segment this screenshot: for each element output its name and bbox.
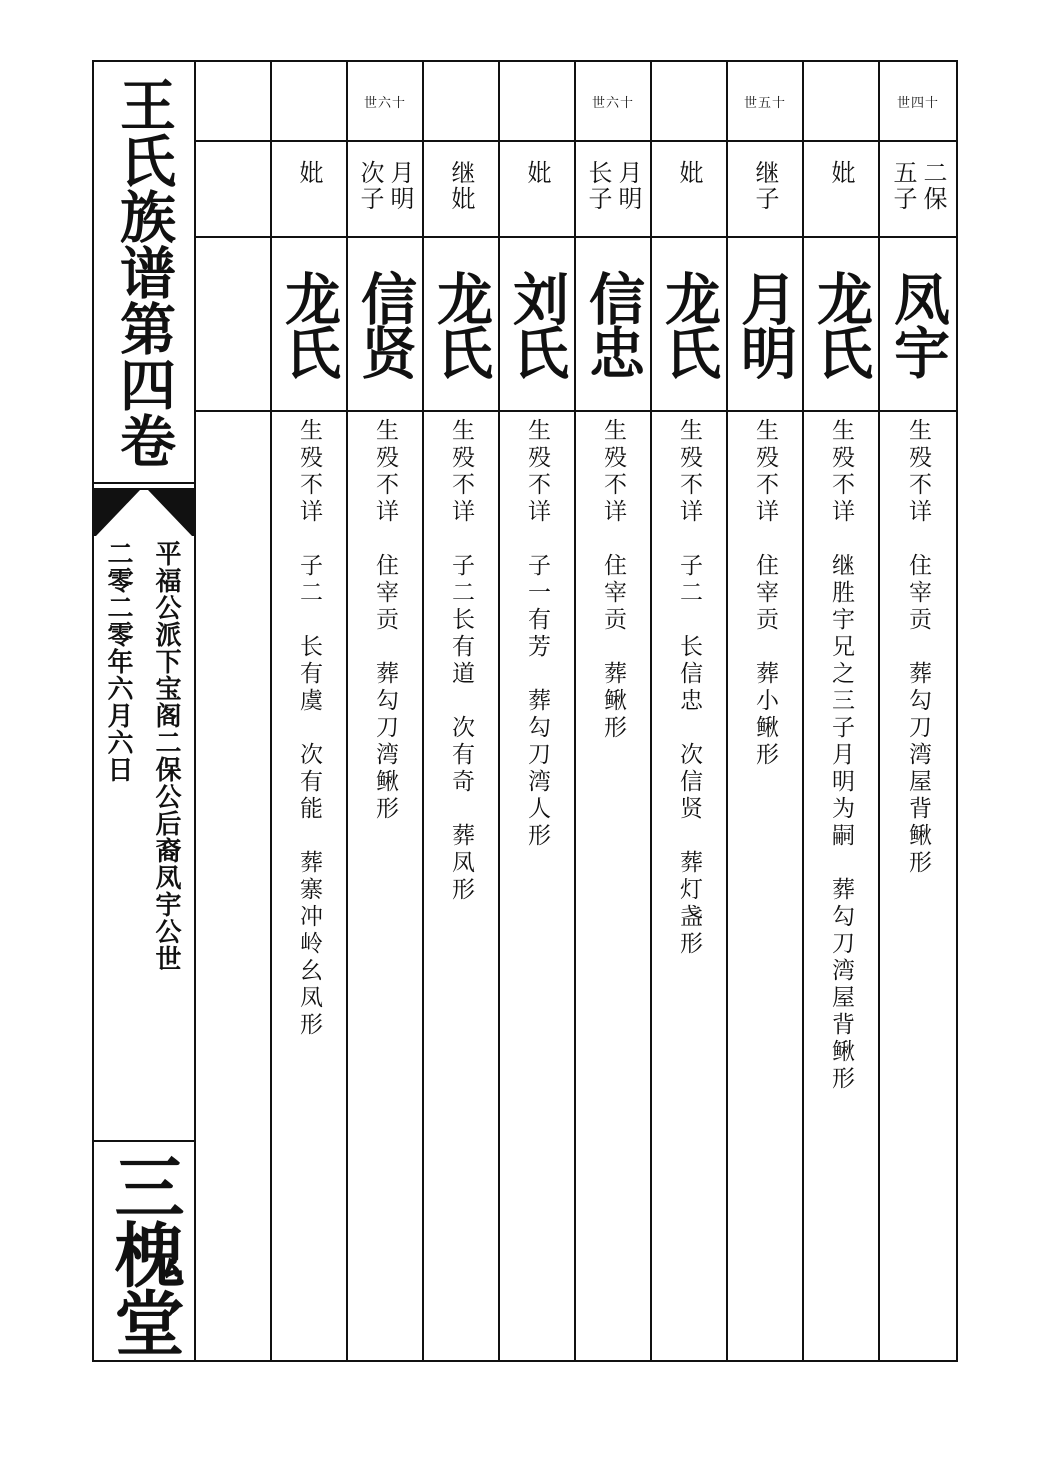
- date-line: 二零二零年六月六日: [103, 540, 133, 783]
- generation-label-cell: [272, 62, 346, 142]
- person-bio: 生殁不详 继胜宇兄之三子月明为嗣 葬勾刀湾屋背鳅形: [828, 418, 854, 1093]
- hall-name: 三槐堂: [103, 1151, 186, 1355]
- person-bio: 生殁不详 子二 长信忠 次信贤 葬灯盏形: [676, 418, 702, 958]
- person-name: 龙氏: [276, 270, 342, 378]
- person-name-cell: [500, 238, 574, 412]
- generation-label-cell: 世五十: [728, 62, 802, 142]
- genealogy-page: [92, 60, 958, 1362]
- person-name-cell: [272, 238, 346, 412]
- entry-column: [880, 62, 956, 1360]
- person-bio: 生殁不详 住宰贡 葬勾刀湾屋背鳅形: [905, 418, 931, 877]
- entry-column: [804, 62, 880, 1360]
- role-label: 继妣: [447, 160, 475, 212]
- person-name: 凤宇: [885, 270, 951, 378]
- person-bio-cell: [348, 412, 422, 1360]
- person-name: 刘氏: [504, 270, 570, 378]
- role-cell: [424, 142, 498, 238]
- generation-label-cell: [500, 62, 574, 142]
- generation-label-cell: [424, 62, 498, 142]
- role-label: 妣: [827, 160, 855, 186]
- entry-column: [348, 62, 424, 1360]
- person-bio: 生殁不详 住宰贡 葬鳅形: [600, 418, 626, 742]
- person-name: 信忠: [580, 270, 646, 378]
- generation-label-cell: [196, 62, 270, 142]
- generation-label-cell: [804, 62, 878, 142]
- entry-column: [728, 62, 804, 1360]
- person-name-cell: [348, 238, 422, 412]
- person-bio-cell: [652, 412, 726, 1360]
- generation-label-cell: [652, 62, 726, 142]
- role-label: 二保 五子: [889, 160, 947, 212]
- person-bio: 生殁不详 住宰贡 葬小鳅形: [752, 418, 778, 769]
- role-cell: [880, 142, 956, 238]
- entry-column: [576, 62, 652, 1360]
- person-bio-cell: [272, 412, 346, 1360]
- person-name-cell: [728, 238, 802, 412]
- person-name: 龙氏: [428, 270, 494, 378]
- person-name-cell: [196, 238, 270, 412]
- person-name: 龙氏: [656, 270, 722, 378]
- person-name: 信贤: [352, 270, 418, 378]
- book-spine: [94, 62, 196, 1360]
- lineage-line: 平福公派下宝阁二保公后裔凤宇公世: [151, 540, 181, 972]
- entry-column: [652, 62, 728, 1360]
- fish-tail-mark: [94, 490, 194, 540]
- person-bio: 生殁不详 住宰贡 葬勾刀湾鳅形: [372, 418, 398, 823]
- person-name-cell: [652, 238, 726, 412]
- hall-divider: [94, 1140, 194, 1142]
- role-label: 妣: [523, 160, 551, 186]
- person-bio-cell: [576, 412, 650, 1360]
- person-name: 龙氏: [808, 270, 874, 378]
- role-cell: [500, 142, 574, 238]
- role-cell: [652, 142, 726, 238]
- person-bio-cell: [804, 412, 878, 1360]
- person-name-cell: [576, 238, 650, 412]
- role-cell: [196, 142, 270, 238]
- role-cell: [804, 142, 878, 238]
- generation-label-cell: 世六十: [348, 62, 422, 142]
- role-label: 月明 次子: [356, 160, 414, 212]
- person-name-cell: [804, 238, 878, 412]
- person-bio: 生殁不详 子二 长有虞 次有能 葬寨冲岭幺凤形: [296, 418, 322, 1039]
- person-name: 月明: [732, 270, 798, 378]
- title-divider: [94, 482, 194, 484]
- generation-label-cell: 世四十: [880, 62, 956, 142]
- role-cell: [728, 142, 802, 238]
- entry-column: [272, 62, 348, 1360]
- person-bio: 生殁不详 子二长有道 次有奇 葬凤形: [448, 418, 474, 904]
- role-label: 妣: [675, 160, 703, 186]
- person-bio-cell: [196, 412, 270, 1360]
- role-cell: [576, 142, 650, 238]
- person-bio: 生殁不详 子一有芳 葬勾刀湾人形: [524, 418, 550, 850]
- role-cell: [272, 142, 346, 238]
- entry-column: [196, 62, 272, 1360]
- person-bio-cell: [500, 412, 574, 1360]
- entry-column: [500, 62, 576, 1360]
- person-bio-cell: [728, 412, 802, 1360]
- person-bio-cell: [880, 412, 956, 1360]
- person-name-cell: [880, 238, 956, 412]
- person-name-cell: [424, 238, 498, 412]
- role-label: 月明 长子: [584, 160, 642, 212]
- generation-label-cell: 世六十: [576, 62, 650, 142]
- role-label: 妣: [295, 160, 323, 186]
- role-cell: [348, 142, 422, 238]
- entry-column: [424, 62, 500, 1360]
- role-label: 继子: [751, 160, 779, 212]
- person-bio-cell: [424, 412, 498, 1360]
- book-title: 王氏族谱第四卷: [111, 76, 177, 468]
